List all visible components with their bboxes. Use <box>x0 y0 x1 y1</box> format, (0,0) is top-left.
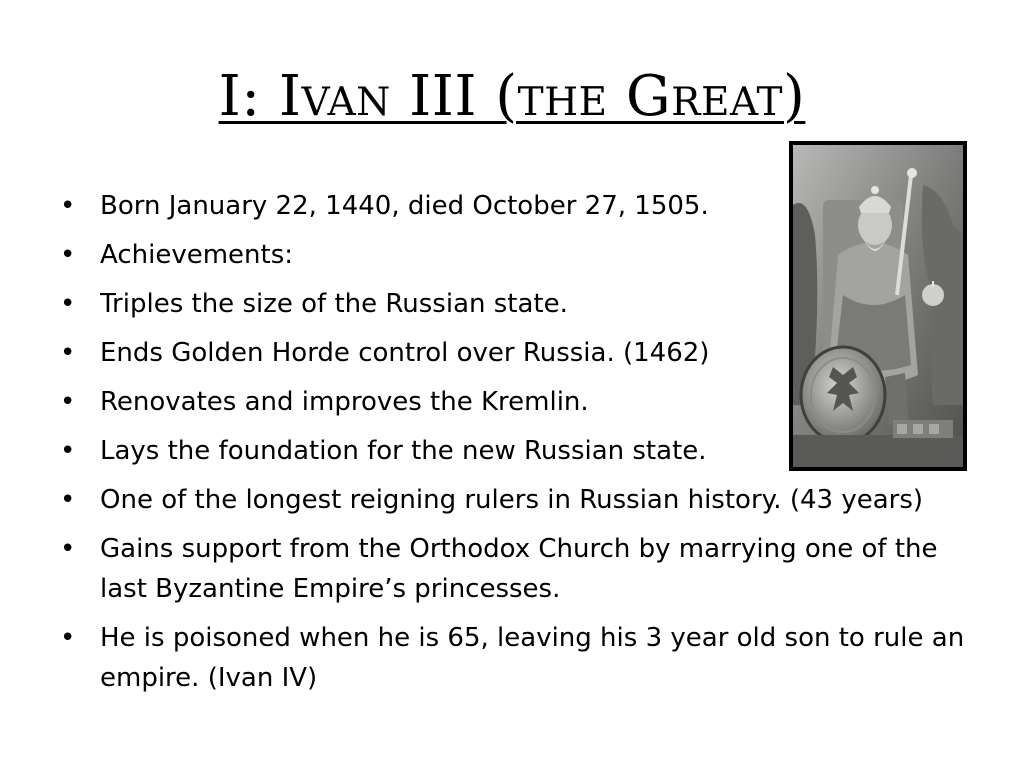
ivan-relief-image <box>789 141 967 471</box>
bullet-item: • Achievements: <box>58 235 790 275</box>
bullet-item: • Ends Golden Horde control over Russia. (1462) <box>58 333 790 373</box>
bullet-item: • Born January 22, 1440, died October 27, 1505. <box>58 186 790 226</box>
ivan-relief-sculpture-icon <box>793 145 963 467</box>
slide-title <box>0 62 1024 132</box>
bullet-item: • Gains support from the Orthodox Church by marrying one of the last Byzantine Empire’s princesses. <box>58 529 980 609</box>
bullet-item: • Triples the size of the Russian state. <box>58 284 790 324</box>
bullet-item: • He is poisoned when he is 65, leaving his 3 year old son to rule an empire. (Ivan IV) <box>58 618 980 698</box>
bullet-item: • Lays the foundation for the new Russian state. <box>58 431 790 471</box>
slide-title-text: I: Ivan III (the Great) <box>218 64 806 129</box>
bullet-item: • Renovates and improves the Kremlin. <box>58 382 790 422</box>
bullet-item: • One of the longest reigning rulers in Russian history. (43 years) <box>58 480 980 520</box>
